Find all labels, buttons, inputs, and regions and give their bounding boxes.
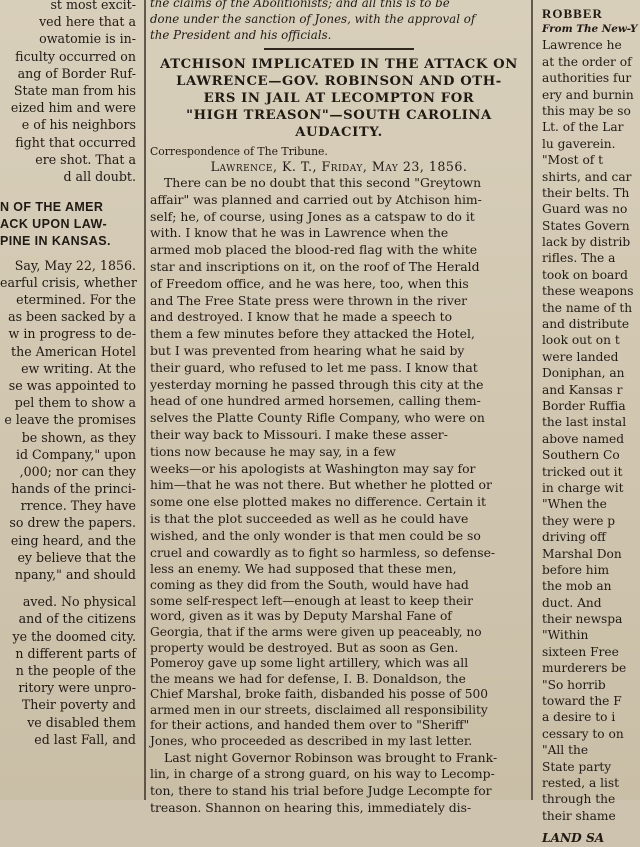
text-line: their belts. Th xyxy=(542,185,630,200)
left-top-text xyxy=(0,0,136,185)
text-line: tricked out it xyxy=(542,464,623,479)
text-line: Last night Governor Robinson was brought to Frank- xyxy=(164,749,498,765)
text-line: the last instal xyxy=(542,415,627,430)
text-line: armed mob placed the blood-red flag with the white xyxy=(150,242,478,258)
text-line: "Within xyxy=(542,628,589,643)
text-line: e of his neighbors xyxy=(21,117,136,133)
left-bottom-text xyxy=(0,593,136,748)
text-line: lu gaverein. xyxy=(542,136,616,151)
text-line: the mob an xyxy=(542,579,612,594)
text-line: and of the citizens xyxy=(18,611,136,627)
text-line: Chief Marshal, broke faith, disbanded his posse of 500 xyxy=(150,687,489,702)
text-line: Their poverty and xyxy=(21,697,136,713)
text-line: ,000; nor can they xyxy=(19,463,136,479)
text-line: ye the doomed city. xyxy=(12,628,136,644)
text-line: treason. Shannon on hearing this, immediately dis- xyxy=(150,800,472,816)
text-line: rrence. They have xyxy=(20,498,136,514)
text-line: self; he, of course, using Jones as a catspaw to do it xyxy=(150,208,475,224)
right-column xyxy=(536,0,640,846)
text-line: npany," and should xyxy=(14,567,136,582)
text-line: the means we had for defense, I. B. Donaldson, the xyxy=(150,671,466,686)
text-line: ERS IN JAIL AT LECOMPTON FOR xyxy=(203,91,475,106)
text-line: some one else plotted makes no difference. Certain it xyxy=(150,494,486,510)
text-line: and distribute xyxy=(542,317,630,332)
right-column-text xyxy=(542,37,640,824)
text-line: a desire to i xyxy=(542,710,616,725)
text-line: e leave the promises xyxy=(4,412,136,428)
text-line: before him xyxy=(542,562,610,577)
text-line: fight that occurred xyxy=(15,134,136,150)
text-line: their guard, who refused to let me pass. I know that xyxy=(150,359,478,375)
text-line: is that the plot succeeded as well as he could have xyxy=(150,510,469,526)
text-line: se was appointed to xyxy=(8,377,136,393)
text-line: lin, in charge of a strong guard, on his way to Lecomp- xyxy=(150,766,495,782)
text-line: Pomeroy gave up some light artillery, which was all xyxy=(150,656,469,671)
text-line: were landed xyxy=(542,349,619,364)
text-line: st most excit- xyxy=(50,0,136,12)
text-line: him—that he was not there. But whether he plotted or xyxy=(150,477,492,493)
text-line: duct. And xyxy=(542,595,602,610)
text-line: etermined. For the xyxy=(16,292,136,307)
text-line: There can be no doubt that this second "Greytown xyxy=(164,175,482,190)
text-line: done under the sanction of Jones, with the approval of xyxy=(150,12,476,26)
text-line: Doniphan, an xyxy=(542,366,625,381)
text-line: them a few minutes before they attacked the Hotel, xyxy=(150,326,475,342)
text-line: their newspa xyxy=(542,612,623,627)
text-line: ed last Fall, and xyxy=(34,731,136,747)
text-line: this may be so xyxy=(542,103,631,118)
text-line: n different parts of xyxy=(15,645,136,661)
right-column-title: ROBBER xyxy=(542,6,603,21)
article-dateline: Lawrence, K. T., Friday, May 23, 1856. xyxy=(210,159,468,174)
text-line: Guard was no xyxy=(542,202,628,217)
text-line: and The Free State press were thrown in the river xyxy=(150,292,468,308)
text-line: as been sacked by a xyxy=(8,309,136,325)
right-column-source: From The New-Y xyxy=(542,23,638,36)
text-line: armed men in our streets, disclaimed all responsibility xyxy=(150,702,488,717)
text-line: wished, and the only wonder is that men could be so xyxy=(150,527,481,543)
section-rule xyxy=(264,48,414,50)
text-line: at the order of xyxy=(542,54,632,69)
text-line: Lawrence he xyxy=(542,38,622,53)
text-line: "So horrib xyxy=(542,677,606,692)
text-line: N OF THE AMER xyxy=(0,200,104,215)
column-rule-right xyxy=(531,0,533,800)
text-line: head of one hundred armed horsemen, calling them- xyxy=(150,393,481,409)
text-line: some self-respect left—enough at least to keep their xyxy=(150,593,473,608)
text-line: through the xyxy=(542,792,616,807)
text-line: n the people of the xyxy=(15,662,136,678)
text-line: owatomie is in- xyxy=(39,31,136,47)
text-line: Georgia, that if the arms were given up peaceably, no xyxy=(150,624,482,639)
text-line: so drew the papers. xyxy=(9,515,136,531)
text-line: pel them to show a xyxy=(14,395,136,411)
text-line: ritory were unpro- xyxy=(18,680,136,696)
text-line: murderers be xyxy=(542,661,627,676)
text-line: took on board xyxy=(542,267,628,282)
text-line: the claims of the Abolitionists; and all this is to be xyxy=(150,0,450,10)
text-line: less an enemy. We had supposed that these men, xyxy=(150,561,457,577)
article-body xyxy=(150,175,528,817)
text-line: above named xyxy=(542,431,625,446)
text-line: "HIGH TREASON"—SOUTH CAROLINA xyxy=(186,108,492,123)
text-line: authorities fur xyxy=(542,71,632,86)
text-line: Jones, who proceeded as described in my last letter. xyxy=(150,734,473,749)
text-line: with. I know that he was in Lawrence when the xyxy=(150,225,449,241)
text-line: rifles. The a xyxy=(542,251,616,266)
text-line: eized him and were xyxy=(10,100,136,116)
text-line: AUDACITY. xyxy=(295,125,383,140)
text-line: look out on t xyxy=(542,333,620,348)
text-line: the President and his officials. xyxy=(150,28,332,42)
left-middle-text xyxy=(0,257,136,584)
text-line: PINE IN KANSAS. xyxy=(0,234,111,249)
text-line: be shown, as they xyxy=(21,429,136,445)
text-line: ew writing. At the xyxy=(21,360,136,376)
text-line: Say, May 22, 1856. xyxy=(14,257,136,273)
text-line: but I was prevented from hearing what he said by xyxy=(150,342,465,358)
text-line: earful crisis, whether xyxy=(0,274,137,290)
text-line: ficulty occurred on xyxy=(15,48,136,64)
text-line: their shame xyxy=(542,808,616,823)
text-line: d all doubt. xyxy=(63,168,136,184)
text-line: ere shot. That a xyxy=(35,151,136,167)
text-line: tions now because he may say, in a few xyxy=(150,443,396,459)
text-line: "When the xyxy=(542,497,607,512)
text-line: ve disabled them xyxy=(27,714,136,730)
text-line: star and inscriptions on it, on the roof of The Herald xyxy=(150,258,480,274)
text-line: Marshal Don xyxy=(542,546,622,561)
right-column-heading-land: LAND SA xyxy=(542,831,605,846)
text-line: Lt. of the Lar xyxy=(542,120,624,135)
text-line: sixteen Free xyxy=(542,644,619,659)
text-line: coming as they did from the South, would have had xyxy=(150,578,469,593)
text-line: selves the Platte County Rifle Company, who were on xyxy=(150,410,485,426)
text-line: ACK UPON LAW- xyxy=(0,217,108,232)
text-line: cessary to on xyxy=(542,726,624,741)
text-line: "Most of t xyxy=(542,153,604,168)
text-line: w in progress to de- xyxy=(8,326,136,342)
article-headline xyxy=(150,56,528,141)
text-line: id Company," upon xyxy=(15,446,136,462)
text-line: "All the xyxy=(542,743,589,758)
text-line: rested, a list xyxy=(542,775,620,790)
text-line: State man from his xyxy=(13,82,136,98)
text-line: LAWRENCE—GOV. ROBINSON AND OTH- xyxy=(176,74,502,89)
text-line: these weapons xyxy=(542,284,634,299)
text-line: ang of Border Ruf- xyxy=(17,65,136,81)
text-line: shirts, and car xyxy=(542,169,632,184)
correspondence-line: Correspondence of The Tribune. xyxy=(150,145,328,158)
text-line: of Freedom office, and he was here, too, when this xyxy=(150,275,469,291)
center-top-text xyxy=(150,0,528,43)
text-line: and destroyed. I know that he made a speech to xyxy=(150,309,453,325)
text-line: yesterday morning he passed through this city at the xyxy=(150,376,484,392)
text-line: property would be destroyed. But as soon as Gen. xyxy=(150,640,459,655)
text-line: in charge wit xyxy=(542,480,624,495)
text-line: the American Hotel xyxy=(11,343,136,359)
text-line: ved here that a xyxy=(39,14,136,30)
text-line: they were p xyxy=(542,513,616,528)
text-line: aved. No physical xyxy=(22,594,136,610)
text-line: ATCHISON IMPLICATED IN THE ATTACK ON xyxy=(160,57,518,72)
text-line: the name of th xyxy=(542,300,633,315)
text-line: toward the F xyxy=(542,694,622,709)
text-line: affair" was planned and carried out by Atchison him- xyxy=(150,191,482,207)
text-line: eing heard, and the xyxy=(10,532,136,548)
text-line: State party xyxy=(542,759,612,774)
text-line: lack by distrib xyxy=(542,235,631,250)
text-line: word, given as it was by Deputy Marshal Fane of xyxy=(150,609,452,624)
text-line: and Kansas r xyxy=(542,382,623,397)
text-line: States Govern xyxy=(542,218,630,233)
text-line: Border Ruffia xyxy=(542,398,626,413)
text-line: their way back to Missouri. I make these asser- xyxy=(150,426,448,442)
text-line: cruel and cowardly as to fight so harmless, so defense- xyxy=(150,544,496,560)
text-line: for their actions, and handed them over to "Sheriff" xyxy=(150,718,470,733)
text-line: ton, there to stand his trial before Judge Lecompte for xyxy=(150,783,492,799)
center-column xyxy=(150,0,528,816)
column-rule-left xyxy=(144,0,146,800)
text-line: ey believe that the xyxy=(17,549,136,565)
text-line: driving off xyxy=(542,530,606,545)
text-line: hands of the princi- xyxy=(11,481,136,497)
text-line: ery and burnin xyxy=(542,87,634,102)
left-column xyxy=(0,0,140,796)
left-heading xyxy=(0,199,136,251)
text-line: weeks—or his apologists at Washington may say for xyxy=(150,460,476,476)
text-line: Southern Co xyxy=(542,448,620,463)
